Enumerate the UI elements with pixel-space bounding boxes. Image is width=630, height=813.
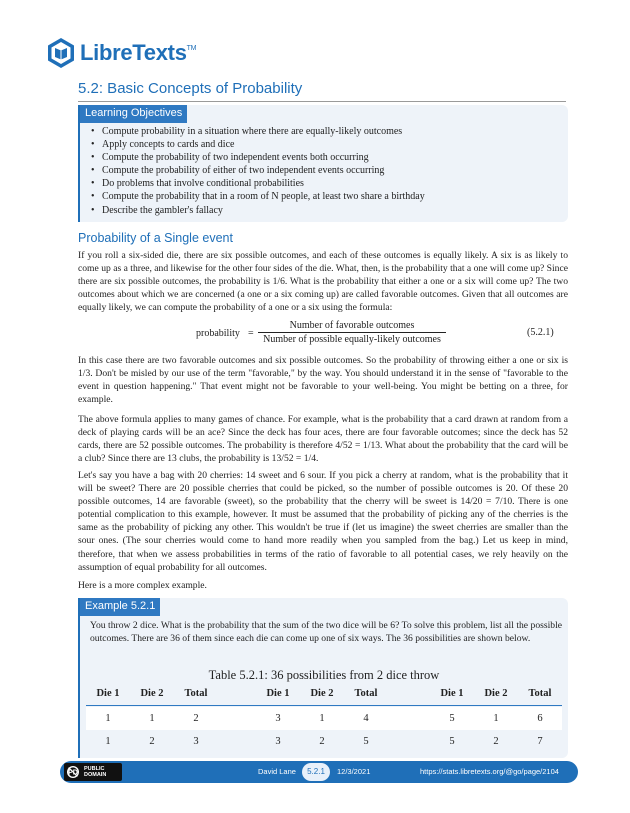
- table-cell: 1: [105, 736, 111, 747]
- table-cell: 2: [319, 736, 325, 747]
- table-cell: 3: [275, 713, 281, 724]
- table-cell: 2: [193, 713, 199, 724]
- table-cell: 1: [319, 713, 325, 724]
- footer-author: David Lane: [258, 767, 296, 776]
- equation-number: (5.2.1): [527, 327, 554, 338]
- list-item: • Do problems that involve conditional probabilities: [102, 177, 425, 190]
- table-cell: 5: [449, 713, 455, 724]
- learning-objectives-box: [78, 105, 568, 222]
- table-cell: 3: [275, 736, 281, 747]
- footer-date: 12/3/2021: [337, 767, 371, 776]
- paragraph-5: Here is a more complex example.: [78, 580, 207, 591]
- list-item: • Describe the gambler's fallacy: [102, 204, 425, 217]
- formula-numerator: Number of favorable outcomes: [258, 320, 446, 333]
- table-cell: 4: [363, 713, 369, 724]
- list-item: • Compute the probability of two independent events both occurring: [102, 151, 425, 164]
- header-die2: Die 2: [310, 688, 334, 699]
- formula-lhs: probability: [196, 328, 240, 339]
- header-die2: Die 2: [484, 688, 508, 699]
- header-die2: Die 2: [140, 688, 164, 699]
- public-domain-badge[interactable]: [64, 763, 122, 781]
- table-cell: 1: [105, 713, 111, 724]
- learning-objectives-label: Learning Objectives: [80, 105, 187, 123]
- list-item: • Compute the probability of either of two independent events occurring: [102, 164, 425, 177]
- formula-denominator: Number of possible equally-likely outcomes: [263, 334, 441, 345]
- page-title: 5.2: Basic Concepts of Probability: [78, 80, 303, 97]
- table-cell: 1: [149, 713, 155, 724]
- header-die1: Die 1: [440, 688, 464, 699]
- example-text: You throw 2 dice. What is the probability that the sum of the two dice will be 6? To solve this problem, list all the possible outcomes. There are 36 of them since each die can come up one of six ways. The 36 possibilities are shown below.: [90, 620, 562, 645]
- objectives-list: [102, 125, 425, 217]
- table-cell: 3: [193, 736, 199, 747]
- svg-text:PD: PD: [68, 769, 78, 777]
- header-total: Total: [184, 688, 208, 699]
- formula-equals: =: [248, 328, 254, 339]
- list-item: • Compute probability in a situation where there are equally-likely outcomes: [102, 125, 425, 138]
- table-cell: 5: [363, 736, 369, 747]
- footer-url-link[interactable]: https://stats.libretexts.org/@go/page/2104: [420, 767, 559, 776]
- table-cell: 2: [149, 736, 155, 747]
- section-heading: Probability of a Single event: [78, 231, 233, 245]
- libretexts-logo-icon: [46, 37, 76, 69]
- header-die1: Die 1: [266, 688, 290, 699]
- title-divider: [78, 101, 566, 102]
- public-domain-icon: [66, 765, 80, 779]
- paragraph-3: The above formula applies to many games of chance. For example, what is the probability that a card drawn at random from a deck of playing cards will be an ace? Since the deck has four aces, there are four favorable outcomes; since the deck has 52 cards, there are 52 possible outcomes. The probability is therefore 4/52 = 1/13. What about the probability that the card will be a club? Since there are 13 clubs, the probability is 13/52 = 1/4.: [78, 414, 568, 465]
- table-cell: 6: [537, 713, 543, 724]
- list-item: • Compute the probability that in a room of N people, at least two share a birthday: [102, 190, 425, 203]
- probability-formula: [0, 320, 630, 348]
- example-label: Example 5.2.1: [80, 598, 160, 616]
- logo-text: LibreTexts™: [80, 40, 197, 65]
- table-cell: 7: [537, 736, 543, 747]
- table-cell: 5: [449, 736, 455, 747]
- table-row: [86, 730, 562, 753]
- list-item: • Apply concepts to cards and dice: [102, 138, 425, 151]
- header-total: Total: [354, 688, 378, 699]
- table-caption: Table 5.2.1: 36 possibilities from 2 dice throw: [208, 668, 440, 682]
- table-header: [86, 683, 562, 706]
- table-cell: 1: [493, 713, 499, 724]
- table-cell: 2: [493, 736, 499, 747]
- libretexts-logo[interactable]: [46, 36, 196, 70]
- footer-page-number: 5.2.1: [302, 763, 330, 781]
- paragraph-1: If you roll a six-sided die, there are six possible outcomes, and each of these outcomes is equally likely. A six is as likely to come up as a three, and likewise for the other four sides of the die. What, then, is the probability that a one will come up? Since there are six possible outcomes, the probability is 1/6. What is the probability that either a one or a six will come up? The two outcomes about which we are concerned (a one or a six coming up) are called favorable outcomes. Given that all outcomes are equally likely, we can compute the probability of a one or a six using the formula:: [78, 250, 568, 314]
- header-total: Total: [528, 688, 552, 699]
- table-row: [86, 707, 562, 730]
- paragraph-4: Let's say you have a bag with 20 cherries: 14 sweet and 6 sour. If you pick a cherry at random, what is the probability that it will be sweet? There are 20 possible cherries that could be picked, so the number of possible outcomes is 20. Of these 20 possible outcomes, 14 are favorable (sweet), so the probability that the cherry will be sweet is 14/20 = 7/10. There is one potential complication to this example, however. It must be assumed that the probability of picking any of the cherries is the same as the probability of picking any other. This wouldn't be true if (let us imagine) the sweet cherries are smaller than the sour ones. (The sour cherries would come to hand more readily when you sampled from the bag.) Let us keep in mind, therefore, that when we assess probabilities in terms of the ratio of favorable to all potential cases, we rely heavily on the assumption of equal probability for all outcomes.: [78, 470, 568, 573]
- example-box: [78, 598, 568, 758]
- header-die1: Die 1: [96, 688, 120, 699]
- license-text: PUBLIC DOMAIN: [84, 766, 107, 778]
- paragraph-2: In this case there are two favorable outcomes and six possible outcomes. So the probability of throwing either a one or six is 1/3. Don't be misled by our use of the term "favorable," by the way. You should understand it in the sense of "favorable to the event in question happening." That event might not be favorable to your well-being. You might be betting on a three, for example.: [78, 355, 568, 406]
- page-footer: [60, 761, 578, 783]
